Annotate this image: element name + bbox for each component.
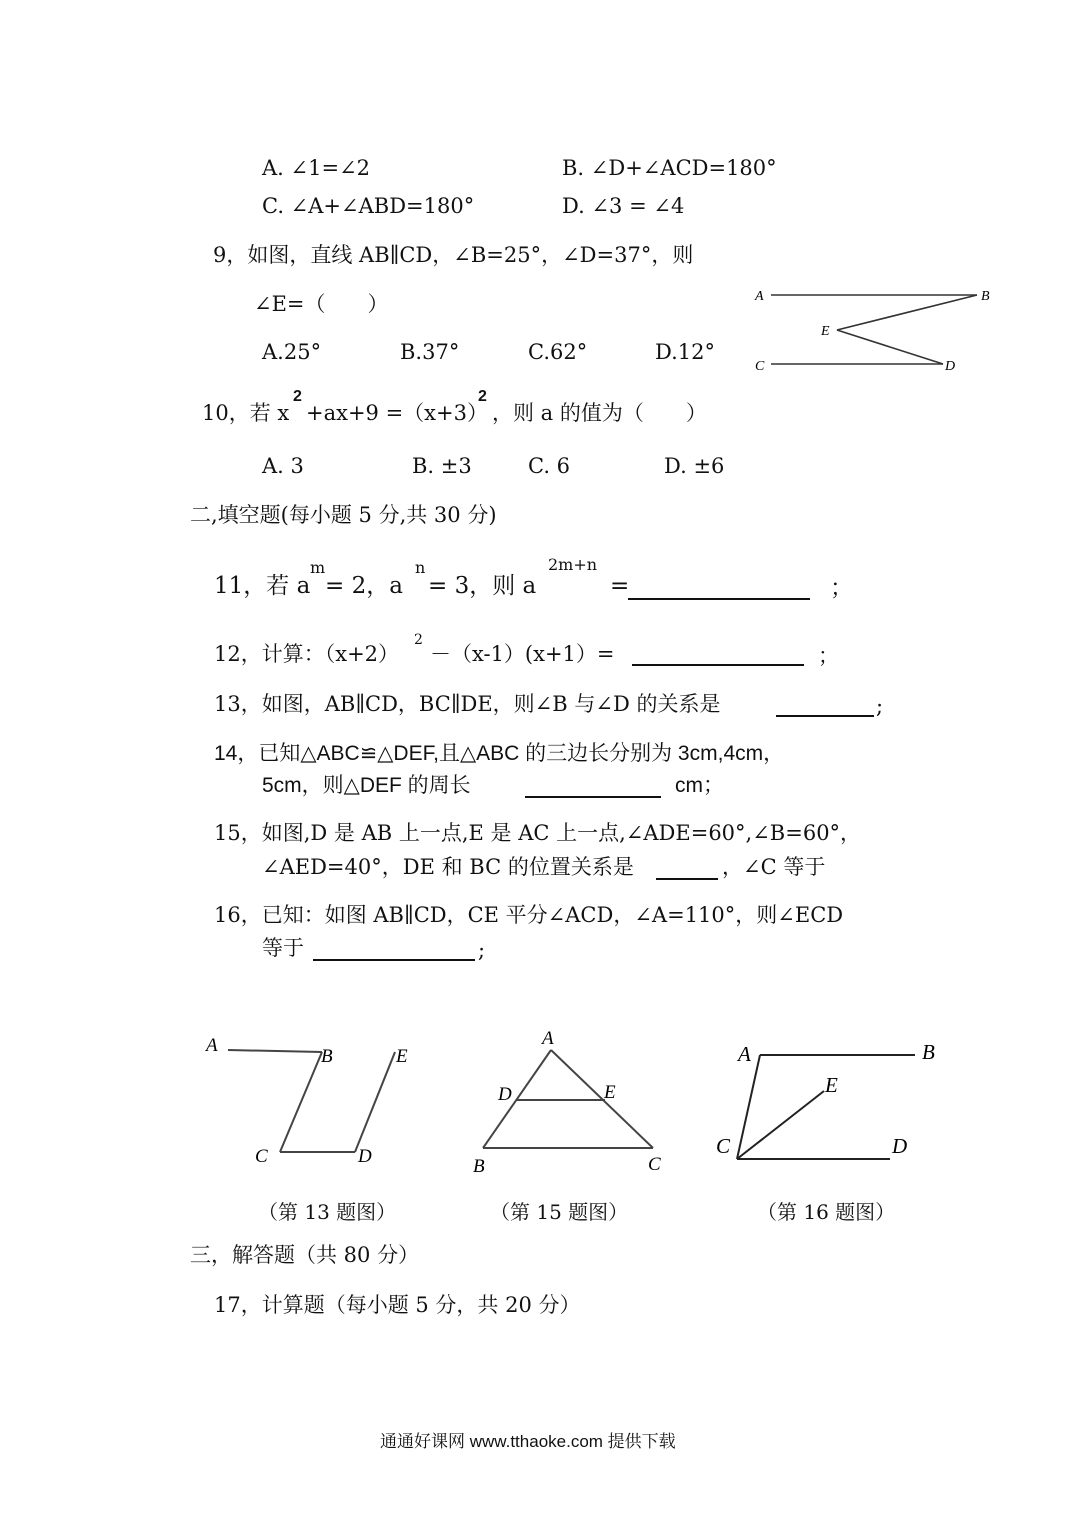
q13-text: 13，如图，AB∥CD，BC∥DE，则∠B 与∠D 的关系是 <box>214 692 721 716</box>
fig15-label-c: C <box>648 1154 661 1175</box>
q14-line1: 14，已知△ABC≌△DEF,且△ABC 的三边长分别为 3cm,4cm， <box>214 742 785 765</box>
q14-answer-blank <box>525 796 661 798</box>
fig16-diagram <box>710 1035 950 1170</box>
q9-line2: ∠E=（ ） <box>254 292 389 316</box>
q9-figure <box>745 280 1005 380</box>
q13-end: ; <box>876 694 884 718</box>
footer-text: 通通好课网 www.tthaoke.com 提供下载 <box>380 1432 676 1451</box>
q16-end: ; <box>478 938 486 962</box>
q11-exp-m: m <box>310 558 326 577</box>
q15-answer-blank <box>656 878 718 880</box>
q9-option-a: A.25° <box>262 340 322 364</box>
q10-option-d: D. ±6 <box>664 454 725 478</box>
q9-label-b: B <box>981 289 990 304</box>
section3-title: 三，解答题（共 80 分） <box>190 1243 420 1267</box>
q10-mid: +ax+9 =（x+3） <box>306 401 488 425</box>
q17-text: 17，计算题（每小题 5 分，共 20 分） <box>214 1293 581 1317</box>
q10-prefix: 10，若 x <box>202 401 290 425</box>
fig15-label-e: E <box>604 1082 616 1103</box>
q10-exp2: 2 <box>478 388 487 405</box>
q12-rest: －（x-1）(x+1）= <box>430 642 615 666</box>
q12-answer-blank <box>632 664 804 666</box>
q14-line2-b: cm； <box>675 774 724 797</box>
q9-option-c: C.62° <box>528 340 588 364</box>
fig16-label-e: E <box>825 1073 838 1097</box>
q11-end: ； <box>830 575 853 601</box>
q12-end: ； <box>818 644 839 668</box>
q16-answer-blank <box>313 959 475 961</box>
fig16-label-a: A <box>738 1042 751 1066</box>
q8-option-b: B. ∠D+∠ACD=180° <box>562 156 777 180</box>
q9-label-d: D <box>945 359 956 374</box>
fig13-label-e: E <box>396 1046 408 1067</box>
q10-exp1: 2 <box>293 388 302 405</box>
q15-line1: 15，如图,D 是 AB 上一点,E 是 AC 上一点,∠ADE=60°,∠B=60°， <box>214 821 862 845</box>
q11-eq: = <box>610 573 630 599</box>
q11-part2: = 2，a <box>325 573 403 599</box>
q8-option-c: C. ∠A+∠ABD=180° <box>262 194 475 218</box>
q9-option-b: B.37° <box>400 340 460 364</box>
q10-option-b: B. ±3 <box>412 454 472 478</box>
q11-answer-blank <box>628 598 810 600</box>
q9-label-a: A <box>755 289 764 304</box>
q16-line2: 等于 <box>262 936 304 960</box>
fig13-label-c: C <box>255 1146 268 1167</box>
q9-option-d: D.12° <box>655 340 715 364</box>
q12-exp: 2 <box>414 632 423 648</box>
q13-answer-blank <box>776 715 874 717</box>
fig15-diagram <box>468 1022 678 1182</box>
q10-option-c: C. 6 <box>528 454 571 478</box>
q11-exp-n: n <box>415 558 426 577</box>
fig16-label-d: D <box>892 1134 908 1158</box>
q14-line2-a: 5cm，则△DEF 的周长 <box>262 774 471 797</box>
fig15-caption: （第 15 题图） <box>490 1200 629 1224</box>
q16-line1: 16，已知：如图 AB∥CD，CE 平分∠ACD，∠A=110°，则∠ECD <box>214 903 844 927</box>
q8-option-a: A. ∠1=∠2 <box>262 156 371 180</box>
fig16-label-c: C <box>716 1134 731 1158</box>
q9-label-e: E <box>821 324 830 339</box>
fig16-label-b: B <box>922 1040 935 1064</box>
q15-line2-a: ∠AED=40°，DE 和 BC 的位置关系是 <box>262 855 634 879</box>
q15-line2-b: ，∠C 等于 <box>722 855 826 879</box>
q10-option-a: A. 3 <box>262 454 304 478</box>
q11-prefix: 11，若 a <box>214 573 311 599</box>
q10-suffix: ，则 a 的值为（ ） <box>492 401 707 425</box>
q9-label-c: C <box>755 359 765 374</box>
fig13-caption: （第 13 题图） <box>258 1200 397 1224</box>
q9-line1: 9，如图，直线 AB∥CD，∠B=25°，∠D=37°，则 <box>213 243 694 267</box>
fig15-label-b: B <box>473 1156 485 1177</box>
fig16-caption: （第 16 题图） <box>757 1200 896 1224</box>
fig13-label-d: D <box>358 1146 372 1167</box>
fig15-label-d: D <box>498 1084 512 1105</box>
fig13-diagram <box>200 1030 430 1175</box>
fig13-label-a: A <box>206 1035 218 1056</box>
q12-prefix: 12，计算：（x+2） <box>214 642 400 666</box>
fig15-label-a: A <box>542 1028 554 1049</box>
q11-exp-2mn: 2m+n <box>548 555 598 574</box>
q11-part3: = 3，则 a <box>428 573 537 599</box>
q8-option-d: D. ∠3 = ∠4 <box>562 194 685 218</box>
fig13-label-b: B <box>321 1046 333 1067</box>
section2-title: 二,填空题(每小题 5 分,共 30 分) <box>190 503 497 527</box>
